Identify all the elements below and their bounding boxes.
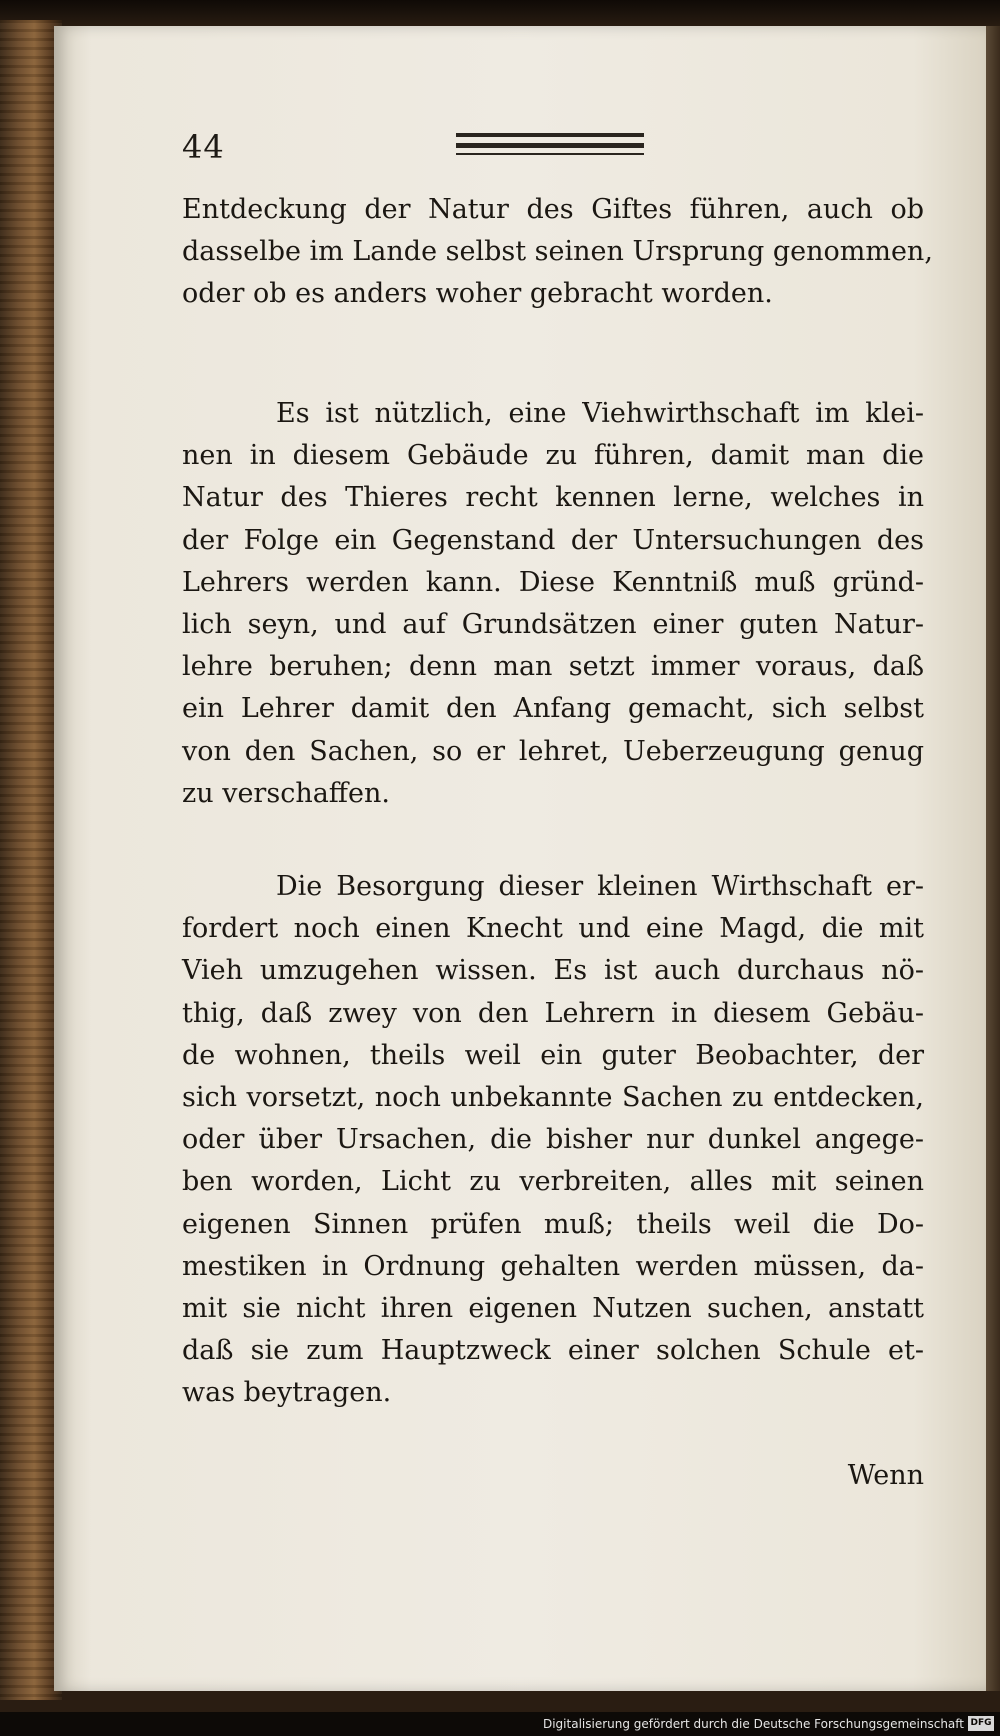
text-line: Vieh umzugehen wissen. Es ist auch durchaus nö- (182, 955, 924, 987)
text-line: ein Lehrer damit den Anfang gemacht, sich selbst (182, 693, 924, 725)
text-line: was beytragen. (182, 1377, 392, 1409)
text-line: Entdeckung der Natur des Giftes führen, auch ob (182, 194, 924, 225)
dfg-logo: DFG (968, 1716, 994, 1731)
text-line: fordert noch einen Knecht und eine Magd, die mit (182, 913, 924, 945)
text-line: Es ist nützlich, eine Viehwirthschaft im klei- (276, 398, 924, 429)
top-shadow (0, 0, 1000, 28)
text-line: Die Besorgung dieser kleinen Wirthschaft er- (276, 871, 924, 902)
text-line: de wohnen, theils weil ein guter Beobachter, der (182, 1039, 924, 1071)
text-line: Lehrers werden kann. Diese Kenntniß muß gründ- (182, 566, 924, 598)
text-line: eigenen Sinnen prüfen muß; theils weil die Do- (182, 1208, 924, 1240)
text-line: oder über Ursachen, die bisher nur dunkel angege- (182, 1124, 924, 1156)
paragraph-1 (182, 189, 933, 316)
catchword-block (182, 1455, 924, 1497)
text-line: nen in diesem Gebäude zu führen, damit man die (182, 440, 924, 472)
text-line: sich vorsetzt, noch unbekannte Sachen zu entdecken, (182, 1081, 924, 1113)
footer-credit: Digitalisierung gefördert durch die Deutsche Forschungsgemeinschaft (542, 1717, 964, 1731)
digitization-footer (0, 1712, 1000, 1736)
header-ornament-rule (456, 133, 644, 155)
page-edge (986, 26, 1000, 1691)
text-line: von den Sachen, so er lehret, Ueberzeugung genug (182, 735, 924, 767)
text-line: dasselbe im Lande selbst seinen Ursprung genommen, (182, 236, 933, 268)
text-line: mestiken in Ordnung gehalten werden müssen, da- (182, 1250, 924, 1282)
paragraph-3 (182, 866, 924, 1414)
book-binding (0, 20, 62, 1700)
text-line: thig, daß zwey von den Lehrern in diesem Gebäu- (182, 997, 924, 1029)
text-line: mit sie nicht ihren eigenen Nutzen suchen, anstatt (182, 1292, 924, 1324)
text-line: lich seyn, und auf Grundsätzen einer guten Natur- (182, 608, 924, 640)
text-line: zu verschaffen. (182, 777, 390, 809)
text-line: lehre beruhen; denn man setzt immer voraus, daß (182, 651, 924, 683)
text-line: daß sie zum Hauptzweck einer solchen Schule et- (182, 1335, 924, 1367)
paragraph-2 (182, 393, 924, 815)
text-line: Natur des Thieres recht kennen lerne, welches in (182, 482, 924, 514)
text-line: oder ob es anders woher gebracht worden. (182, 278, 773, 310)
catchword: Wenn (847, 1460, 924, 1491)
text-line: der Folge ein Gegenstand der Untersuchungen des (182, 524, 924, 556)
page-number: 44 (182, 128, 225, 166)
text-line: ben worden, Licht zu verbreiten, alles mit seinen (182, 1166, 924, 1198)
